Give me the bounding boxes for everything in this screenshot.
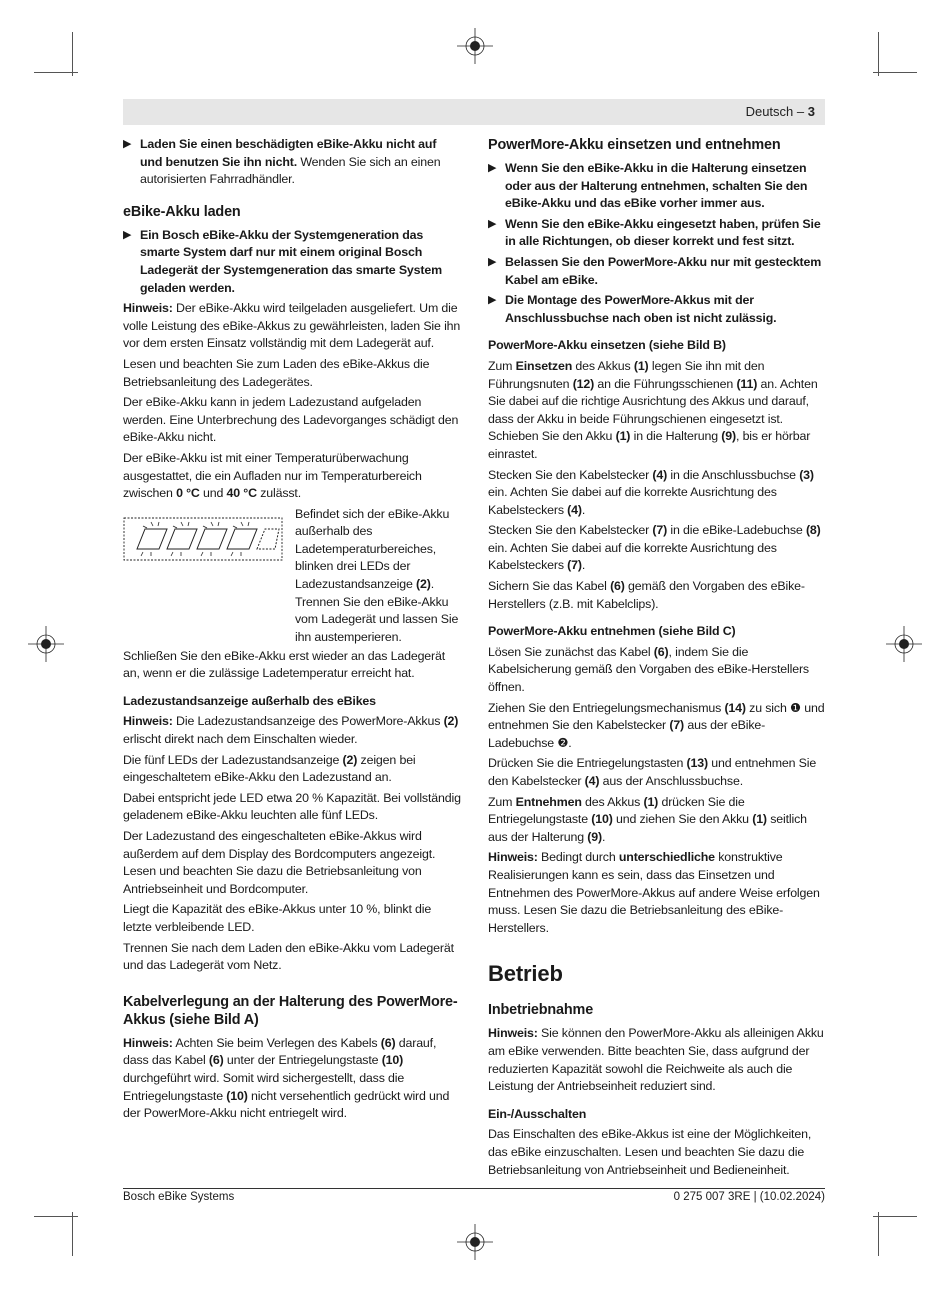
crop-mark	[873, 1216, 917, 1217]
paragraph: Trennen Sie nach dem Laden den eBike-Akku vom Ladegerät und das Ladegerät vom Netz.	[123, 940, 454, 973]
crop-mark	[34, 72, 78, 73]
paragraph: Das Einschalten des eBike-Akkus ist eine der Möglichkeiten, das eBike einzuschalten. Lesen und beachten Sie dazu die Betriebsanleitung von Antriebseinheit und Bedieneinheit.	[488, 1127, 812, 1177]
crop-mark	[873, 72, 917, 73]
left-column	[123, 136, 461, 1126]
footer-rule	[123, 1188, 825, 1189]
crop-mark	[72, 1212, 73, 1256]
paragraph: Drücken Sie die Entriegelungstasten (13) und entnehmen Sie den Kabelstecker (4) aus der Anschlussbuchse.	[488, 756, 817, 788]
chapter-heading: Betrieb	[488, 961, 563, 987]
warning-bullet: ▶ Wenn Sie den eBike-Akku in die Halterung einsetzen oder aus der Halterung entnehmen, schalten Sie den eBike-Akku und das eBike vorher immer aus.	[488, 161, 808, 211]
subsection-heading: Ladezustandsanzeige außerhalb des eBikes	[123, 693, 376, 708]
arrow-icon: ▶	[488, 162, 497, 174]
registration-mark-icon	[28, 626, 64, 662]
step-one-icon: ❶	[790, 700, 801, 715]
section-heading: eBike-Akku laden	[123, 203, 241, 220]
paragraph: Die fünf LEDs der Ladezustandsanzeige (2) zeigen bei eingeschaltetem eBike-Akku den Ladezustand an.	[123, 752, 416, 785]
arrow-icon: ▶	[488, 255, 497, 268]
paragraph: Lesen und beachten Sie zum Laden des eBike-Akkus die Betriebsanleitung des Ladegerätes.	[123, 356, 430, 389]
step-two-icon: ❷	[557, 735, 569, 750]
registration-mark-icon	[457, 28, 493, 64]
paragraph: Hinweis: Sie können den PowerMore-Akku als alleinigen Akku am eBike verwenden. Bitte beachten Sie, dass aufgrund der reduzierten Kapazität sowohl die Reichweite als auch die Leistung der Antriebseinheit reduziert sind.	[488, 1026, 824, 1094]
footer-left-text: Bosch eBike Systems	[123, 1191, 235, 1203]
warning-bullet: ▶ Die Montage des PowerMore-Akkus mit der Anschlussbuchse nach oben ist nicht zulässig.	[488, 293, 777, 325]
section-heading: PowerMore-Akku einsetzen und entnehmen	[488, 137, 781, 153]
registration-mark-icon	[457, 1224, 493, 1260]
paragraph: Der eBike-Akku kann in jedem Ladezustand aufgeladen werden. Eine Unterbrechung des Ladevorganges schädigt den eBike-Akku nicht.	[123, 395, 459, 445]
led-figure-block	[123, 506, 461, 644]
paragraph: Hinweis: Die Ladezustandsanzeige des PowerMore-Akkus (2) erlischt direkt nach dem Einschalten wieder.	[123, 714, 459, 747]
arrow-icon: ▶	[123, 138, 132, 150]
warning-bullet: ▶ Wenn Sie den eBike-Akku eingesetzt haben, prüfen Sie in alle Richtungen, ob dieser korrekt und fest sitzt.	[488, 216, 821, 249]
paragraph: Zum Einsetzen des Akkus (1) legen Sie ihn mit den Führungsnuten (12) an die Führungsschienen (11) an. Achten Sie dabei auf die richtige Ausrichtung des Akkus und darauf, dass der Akku in beide Führungschienen eingesetzt ist. Schieben Sie den Akku (1) in die Halterung (9), bis er hörbar einrastet.	[488, 358, 818, 461]
paragraph: Stecken Sie den Kabelstecker (4) in die Anschlussbuchse (3) ein. Achten Sie dabei auf die korrekte Ausrichtung des Kabelsteckers (4).	[488, 467, 814, 517]
paragraph: Sichern Sie das Kabel (6) gemäß den Vorgaben des eBike-Herstellers (z.B. mit Kabelclips).	[488, 579, 805, 611]
figure-caption: Befindet sich der eBike-Akku außerhalb des Ladetemperaturbereiches, blinken drei LEDs der Ladezustandsanzeige (2). Trennen Sie den eBike-Akku vom Ladegerät und lassen Sie ihn austemperieren.	[295, 506, 459, 644]
registration-mark-icon	[886, 626, 922, 662]
warning-bullet: ▶ Ein Bosch eBike-Akku der Systemgeneration das smarte System darf nur mit einem original Bosch Ladegerät der Systemgeneration das smarte System geladen werden.	[123, 227, 443, 295]
paragraph: Hinweis: Bedingt durch unterschiedliche konstruktive Realisierungen kann es sein, dass das Einsetzen und Entnehmen des PowerMore-Akkus auf andere Weise erfolgen muss. Lesen Sie dazu die Betriebsanleitung des eBike-Herstellers.	[488, 850, 820, 935]
paragraph: Ziehen Sie den Entriegelungsmechanismus (14) zu sich ❶ und entnehmen Sie den Kabelstecker (7) aus der eBike-Ladebuchse ❷.	[488, 700, 825, 750]
arrow-icon: ▶	[123, 228, 132, 241]
blinking-leds-figure	[123, 514, 287, 564]
paragraph: Stecken Sie den Kabelstecker (7) in die eBike-Ladebuchse (8) ein. Achten Sie dabei auf die korrekte Ausrichtung des Kabelsteckers (7).	[488, 523, 821, 573]
footer-right-text: 0 275 007 3RE | (10.02.2024)	[673, 1191, 825, 1203]
subsection-heading: PowerMore-Akku einsetzen (siehe Bild B)	[488, 338, 726, 353]
crop-mark	[878, 32, 879, 76]
warning-bullet: ▶ Laden Sie einen beschädigten eBike-Akku nicht auf und benutzen Sie ihn nicht. Wenden Sie sich an einen autorisierten Fahrradhändler.	[123, 137, 441, 187]
paragraph: Zum Entnehmen des Akkus (1) drücken Sie die Entriegelungstaste (10) und ziehen Sie den Akku (1) seitlich aus der Halterung (9).	[488, 794, 807, 844]
paragraph: Der eBike-Akku ist mit einer Temperaturüberwachung ausgestattet, die ein Aufladen nur im Temperaturbereich zwischen 0 °C und 40 °C zulässt.	[123, 450, 422, 501]
paragraph: Dabei entspricht jede LED etwa 20 % Kapazität. Bei vollständig geladenem eBike-Akku leuchten alle fünf LEDs.	[123, 790, 461, 823]
crop-mark	[34, 1216, 78, 1217]
paragraph: Liegt die Kapazität des eBike-Akkus unter 10 %, blinkt die letzte verbleibende LED.	[123, 902, 432, 934]
crop-mark	[878, 1212, 879, 1256]
crop-mark	[72, 32, 73, 76]
paragraph: Lösen Sie zunächst das Kabel (6), indem Sie die Kabelsicherung gemäß den Vorgaben des eBike-Herstellers öffnen.	[488, 644, 809, 695]
page-header	[123, 99, 825, 125]
paragraph: Schließen Sie den eBike-Akku erst wieder an das Ladegerät an, wenn er die zulässige Ladetemperatur erreicht hat.	[123, 648, 446, 681]
warning-bullet: ▶ Belassen Sie den PowerMore-Akku nur mit gestecktem Kabel am eBike.	[488, 254, 822, 287]
header-label: Deutsch – 3	[745, 104, 815, 119]
subsection-heading: PowerMore-Akku entnehmen (siehe Bild C)	[488, 624, 736, 639]
section-heading: Kabelverlegung an der Halterung des PowerMore-Akkus (siehe Bild A)	[123, 993, 458, 1028]
section-heading: Inbetriebnahme	[488, 1002, 594, 1019]
arrow-icon: ▶	[488, 294, 497, 307]
subsection-heading: Ein-/Ausschalten	[488, 1106, 587, 1121]
paragraph: Hinweis: Achten Sie beim Verlegen des Kabels (6) darauf, dass das Kabel (6) unter der Entriegelungstaste (10) durchgeführt wird. Somit wird sichergestellt, dass die Entriegelungstaste (10) nicht versehentlich gedrückt wird und der PowerMore-Akku nicht entriegelt wird.	[123, 1035, 450, 1121]
paragraph: Hinweis: Der eBike-Akku wird teilgeladen ausgeliefert. Um die volle Leistung des eBike-Akkus zu gewährleisten, laden Sie ihn vor dem ersten Einsatz vollständig mit dem Ladegerät auf.	[123, 301, 461, 351]
paragraph: Der Ladezustand des eingeschalteten eBike-Akkus wird außerdem auf dem Display des Bordcomputers angezeigt. Lesen und beachten Sie dazu die Betriebsanleitung von Antriebseinheit und Bordcomputer.	[123, 829, 436, 896]
arrow-icon: ▶	[488, 217, 497, 230]
right-column	[488, 136, 826, 1182]
